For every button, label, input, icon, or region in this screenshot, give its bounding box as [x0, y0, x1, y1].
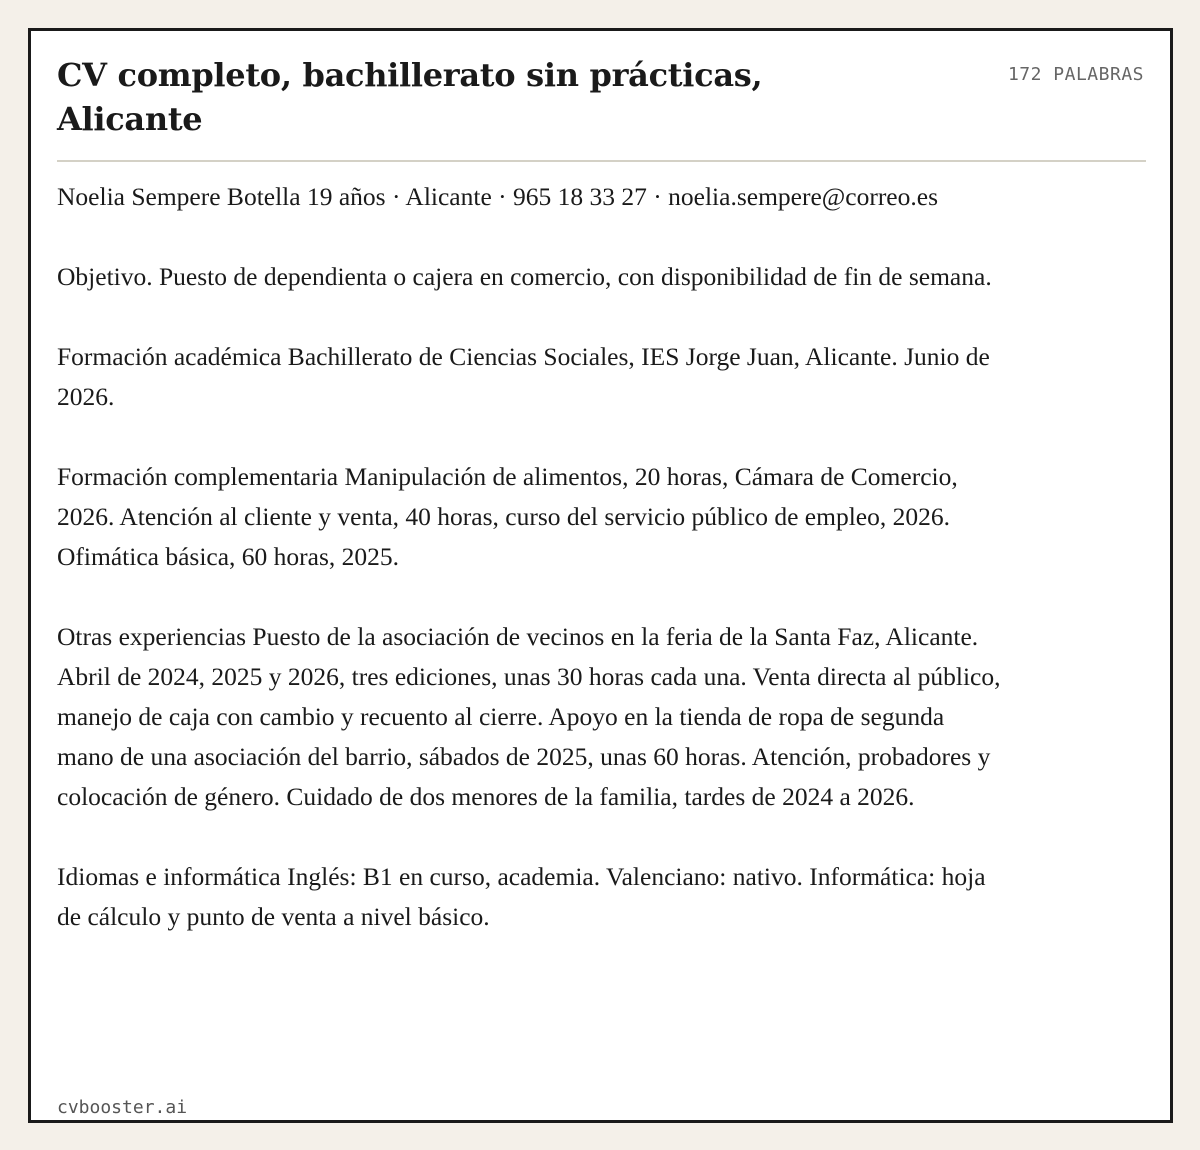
training-section: Formación complementaria Manipulación de alimentos, 20 horas, Cámara de Comercio, 2026. Atención al cliente y venta, 40 horas, curso del servicio público de empleo, 2026. Ofimática básica, 60 horas, 2025. — [57, 462, 958, 571]
education-section: Formación académica Bachillerato de Ciencias Sociales, IES Jorge Juan, Alicante. Junio de 2026. — [57, 342, 990, 411]
cv-card — [28, 28, 1173, 1123]
cv-body — [57, 177, 1007, 937]
objective-section: Objetivo. Puesto de dependienta o cajera en comercio, con disponibilidad de fin de semana. — [57, 262, 992, 291]
header-divider — [57, 160, 1146, 162]
page-title: CV completo, bachillerato sin prácticas, Alicante — [57, 56, 763, 138]
brand-footer: cvbooster.ai — [57, 1097, 188, 1118]
languages-section: Idiomas e informática Inglés: B1 en curso, academia. Valenciano: nativo. Informática: hoja de cálculo y punto de venta a nivel básico. — [57, 862, 986, 931]
word-count-badge: 172 PALABRAS — [1007, 64, 1144, 85]
contact-line: Noelia Sempere Botella 19 años · Alicante · 965 18 33 27 · noelia.sempere@correo.es — [57, 182, 938, 211]
experience-section: Otras experiencias Puesto de la asociación de vecinos en la feria de la Santa Faz, Alicante. Abril de 2024, 2025 y 2026, tres ediciones, unas 30 horas cada una. Venta directa al público, manejo de caja con cambio y recuento al cierre. Apoyo en la tienda de ropa de segunda mano de una asociación del barrio, sábados de 2025, unas 60 horas. Atención, probadores y colocación de género. Cuidado de dos menores de la familia, tardes de 2024 a 2026. — [57, 622, 1001, 811]
